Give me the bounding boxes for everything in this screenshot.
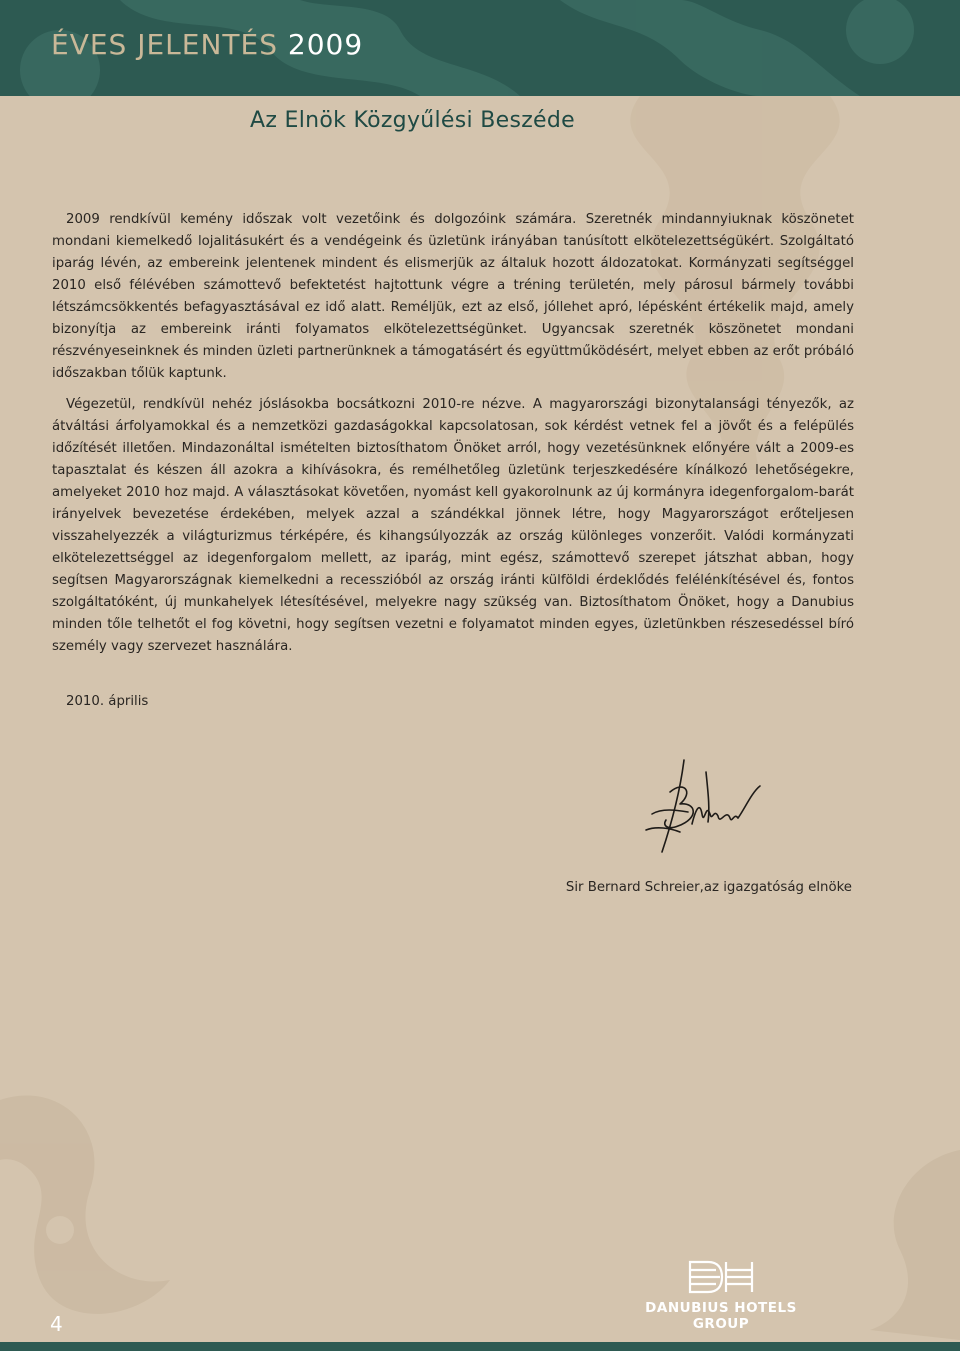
danubius-logo: [626, 1258, 816, 1332]
signatory-name: Sir Bernard Schreier,az igazgatóság elnöke: [565, 880, 852, 895]
speech-body: [52, 209, 854, 667]
report-title-year: 2009: [287, 28, 364, 61]
header-band: [0, 0, 960, 96]
footer-band: [0, 1342, 960, 1351]
report-title-main: ÉVES JELENTÉS: [51, 28, 278, 61]
speech-paragraph: 2009 rendkívül kemény időszak volt vezetőink és dolgozóink számára. Szeretnék mindannyiuknak köszönetet mondani kiemelkedő lojalitásukért és a vendégeink és üzletünk irányában tanúsított elkötelezettségükért. Szolgáltató iparág lévén, az embereink jelentenek mindent és elismerjük az általuk hozott áldozatokat. Kormányzati segítséggel 2010 első félévében számottevő befektetést hajtottunk végre a tréning területén, mely párosul bármely további létszámcsökkentés befagyasztásával ez idő alatt. Reméljük, ezt az első, jóllehet apró, lépésként értékelik majd, amely bizonyítja az embereink iránti folyamatos elkötelezettségünket. Ugyancsak szeretnék köszönetet mondani részvényeseinknek és minden üzleti partnerünknek a támogatásért és együttműködésért, melyet ebben az erőt próbáló időszakban tőlük kaptunk.: [52, 212, 854, 381]
speech-title: Az Elnök Közgyűlési Beszéde: [250, 108, 575, 133]
page-number: 4: [50, 1312, 63, 1336]
report-title: [51, 28, 363, 61]
logo-text-line2: GROUP: [692, 1316, 750, 1332]
signature-image: [622, 752, 782, 862]
danubius-hotels-logo-icon: [686, 1258, 756, 1296]
logo-text-line1: DANUBIUS HOTELS: [645, 1300, 797, 1316]
speech-paragraph: Végezetül, rendkívül nehéz jóslásokba bocsátkozni 2010-re nézve. A magyarországi bizonytalansági tényezők, az átváltási árfolyamokkal és a nemzetközi gazdaságokkal kapcsolatosan, sok kérdést vetnek fel a jövőt és a felépülés időzítését illetően. Mindazonáltal ismételten biztosíthatom Önöket arról, hogy vezetésünknek előnyére vált a 2009-es tapasztalat és készen áll azokra a kihívásokra, és remélhetőleg üzletünk terjeszkedésére kínálkozó lehetőségekre, amelyeket 2010 hoz majd. A választásokat követően, nyomást kell gyakorolnunk az új kormányra idegenforgalom-barát irányelvek bevezetése érdekében, melyek azzal a szándékkal jönnek létre, hogy Magyarországot erőteljesen visszahelyezzék a világturizmus térképére, és kihangsúlyozzák az ország különleges vonzerőit. Valódi kormányzati elkötelezettséggel az idegenforgalom mellett, az iparág, mint egész, számottevő szerepet játszhat abban, hogy segítsen Magyarországnak kiemelkedni a recesszióból az ország iránti külföldi érdeklődés felélénkítésével és, fontos szolgáltatóként, új munkahelyek létesítésével, melyekre nagy szükség van. Biztosíthatom Önöket, hogy a Danubius minden tőle telhetőt el fog követni, hogy segítsen vezetni e folyamatot minden egyes, üzletünkben részesedéssel bíró személy vagy szervezet használára.: [52, 397, 854, 654]
speech-date: 2010. április: [66, 694, 149, 709]
